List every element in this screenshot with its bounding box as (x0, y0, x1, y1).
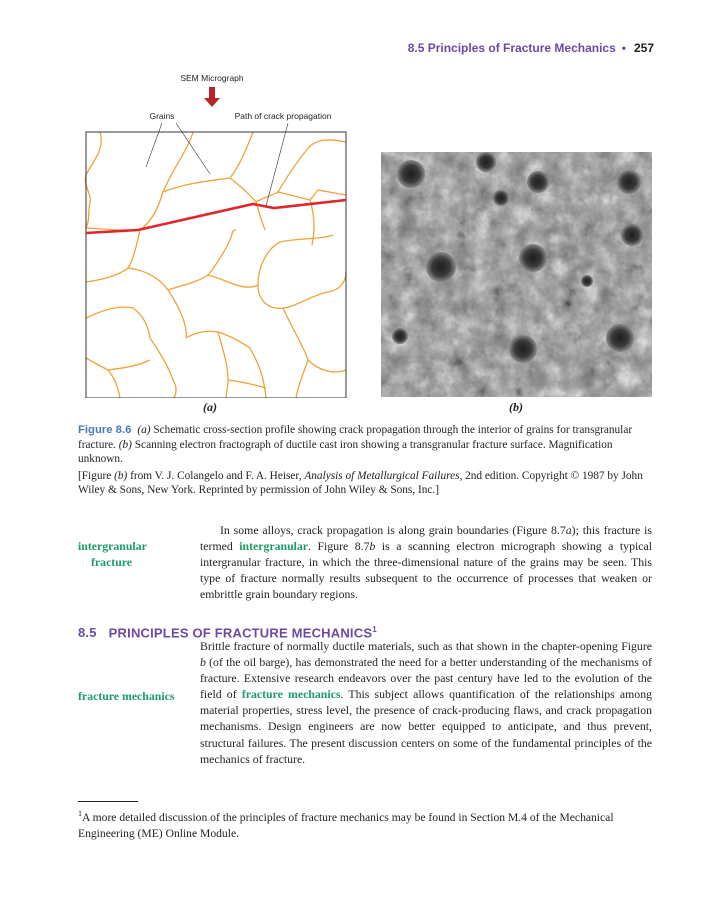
figure-number: Figure 8.6 (78, 424, 132, 436)
caption-text-2: Scanning electron fractograph of ductile cast iron showing a transgranular fracture surface. Magnification unknown. (78, 438, 613, 466)
credit-ref-b: (b) (114, 469, 128, 482)
footnote-marker: 1 (78, 809, 82, 818)
paragraph-intergranular (200, 522, 652, 602)
sem-micrograph-image (381, 152, 652, 397)
p2-ref-b: b (200, 655, 206, 670)
p2-text-b: (of the oil barge), has demonstrated the need for a better understanding of the mechanisms of fracture. Extensive research endeavors over the past century have led to the evolution of the field of (200, 655, 652, 702)
credit-pre: [Figure (78, 469, 115, 482)
panel-label-b: (b) (509, 400, 523, 414)
crack-path-label: Path of crack propagation (234, 111, 332, 121)
margin-term-line-2: fracture (91, 555, 133, 569)
section-number: 8.5 (78, 625, 97, 641)
credit-book-title: Analysis of Metallurgical Failures, (304, 469, 463, 482)
running-head (408, 41, 654, 55)
p2-text-c: . This subject allows quantification of the relationships among material properties, stress level, the presence of crack-producing flaws, and crack propagation mechanisms. Design engineers are now better equipped to anticipate, and thus prevent, structural failures. The present discussion centers on some of the fundamental principles of the mechanics of fracture. (200, 687, 652, 766)
p2-text-a: Brittle fracture of normally ductile materials, such as that shown in the chapter-opening Figure (200, 639, 652, 653)
margin-term-line-1: intergranular (78, 539, 147, 553)
p1-ref-a: a (565, 523, 572, 537)
figure-schematic (78, 70, 350, 398)
p1-ref-b: b (369, 539, 376, 554)
paragraph-fracture-mechanics (200, 638, 652, 767)
label-pointer-lines (146, 123, 288, 206)
keyword-intergranular: intergranular (239, 539, 309, 554)
grains-label: Grains (149, 111, 175, 121)
micrograph-texture (381, 152, 652, 397)
bullet-icon: • (621, 41, 626, 55)
footnote (78, 806, 652, 842)
footnote-divider (78, 801, 138, 802)
section-title: PRINCIPLES OF FRACTURE MECHANICS (108, 625, 373, 641)
keyword-fracture-mechanics: fracture mechanics (241, 687, 341, 702)
credit-post: 2nd edition. Copyright © 1987 by John Wiley & Sons, New York. Reprinted by permission of John Wiley & Sons, Inc.] (78, 469, 643, 497)
credit-mid: from V. J. Colangelo and F. A. Heiser, (127, 469, 305, 482)
sem-micrograph-label: SEM Micrograph (180, 73, 244, 83)
figure-credit (78, 469, 652, 498)
margin-term-intergranular (78, 538, 188, 570)
figure-caption (78, 423, 652, 498)
p1-text-d: is a scanning electron micrograph showing a typical intergranular fracture, in which the three-dimensional nature of the grains may be seen. This type of fracture normally results subsequent to the occurrence of processes that weaken or embrittle grain boundary regions. (200, 539, 652, 602)
down-arrow-icon (204, 87, 220, 107)
margin-term-fracture-mechanics: fracture mechanics (78, 689, 175, 703)
caption-text-1: Schematic cross-section profile showing crack propagation through the interior of grains for transgranular fracture. (78, 424, 633, 451)
p1-text-b: ); this fracture is termed (200, 523, 652, 554)
panel-label-a: (a) (203, 400, 217, 414)
caption-ref-b: (b) (118, 438, 132, 451)
page-number: 257 (633, 41, 654, 55)
section-footnote-marker: 1 (372, 625, 377, 634)
caption-ref-a: (a) (137, 424, 151, 436)
footnote-text: A more detailed discussion of the principles of fracture mechanics may be found in Section M.4 of the Mechanical Engineering (ME) Online Module. (78, 810, 614, 840)
grain-structure (85, 132, 346, 398)
running-head-section: 8.5 Principles of Fracture Mechanics (407, 41, 616, 55)
crack-path-line (86, 200, 346, 233)
p1-text-c: . Figure 8.7 (308, 539, 370, 554)
caption-text (78, 423, 652, 467)
p1-text-a: In some alloys, crack propagation is along grain boundaries (Figure 8.7 (220, 523, 566, 537)
